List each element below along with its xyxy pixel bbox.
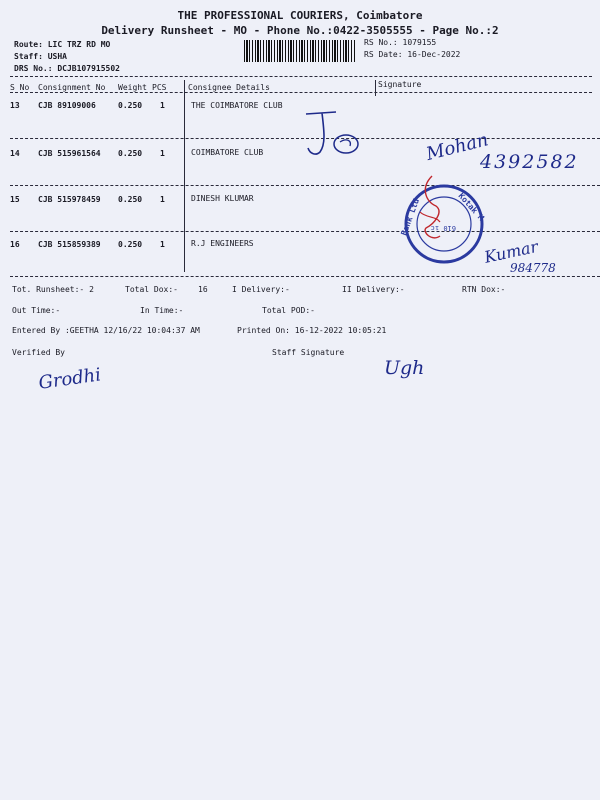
row-14-pcs: 1 <box>160 149 165 158</box>
signature-row-16-name: Kumar <box>482 236 540 267</box>
in-time: In Time:- <box>140 306 184 315</box>
staff-signature-label: Staff Signature <box>272 348 345 357</box>
row-16-weight: 0.250 <box>118 240 143 249</box>
signature-row-14 <box>420 128 600 176</box>
printed-on: Printed On: 16-12-2022 10:05:21 <box>237 326 387 335</box>
signature-row-14-name: Mohan <box>424 129 491 165</box>
verified-by-label: Verified By <box>12 348 65 357</box>
rs-date: RS Date: 16-Dec-2022 <box>364 50 461 59</box>
row-15-consignee: DINESH KLUMAR <box>191 194 254 203</box>
table-top-rule <box>10 76 592 77</box>
out-time: Out Time:- <box>12 306 61 315</box>
rtn-dox: RTN Dox:- <box>462 285 506 294</box>
row-13-weight: 0.250 <box>118 101 143 110</box>
staff-signature <box>380 348 450 388</box>
row-14-weight: 0.250 <box>118 149 143 158</box>
col-header-pcs: PCS <box>152 83 167 92</box>
stamp-text-center: 610 ic <box>430 224 456 232</box>
stamp-text-left: Bank Ltd <box>399 197 422 237</box>
barcode <box>244 40 356 62</box>
total-runsheet: Tot. Runsheet:- 2 <box>12 285 94 294</box>
row-16-sno: 16 <box>10 240 20 249</box>
signature-row-13 <box>300 108 370 168</box>
row-rule <box>10 185 600 186</box>
row-15-pcs: 1 <box>160 195 165 204</box>
row-13-sno: 13 <box>10 101 20 110</box>
row-14-consignment: CJB 515961564 <box>38 149 101 158</box>
row-14-consignee: COIMBATORE CLUB <box>191 148 264 157</box>
i-delivery: I Delivery:- <box>232 285 290 294</box>
staff-signature-text: Ugh <box>384 357 425 379</box>
route: Route: LIC TRZ RD MO <box>14 40 111 49</box>
row-13-pcs: 1 <box>160 101 165 110</box>
signature-row-13-text: Jo <box>304 166 306 167</box>
table-header-rule <box>10 92 592 93</box>
col-header-consignment: Consignment No <box>38 83 106 92</box>
col-header-consignee: Consignee Details <box>188 83 270 92</box>
signature-row-16 <box>478 232 596 280</box>
row-13-consignee: THE COIMBATORE CLUB <box>191 101 283 110</box>
company-name: THE PROFESSIONAL COURIERS, Coimbatore <box>177 9 423 22</box>
col-header-weight: Weight <box>118 83 147 92</box>
staff: Staff: USHA <box>14 52 67 61</box>
row-16-consignee: R.J ENGINEERS <box>191 239 254 248</box>
signature-row-14-phone: 4392582 <box>480 151 579 173</box>
drs-number: DRS No.: DCJB107915502 <box>14 64 120 73</box>
column-divider <box>184 80 185 272</box>
verified-by-signature <box>34 352 144 396</box>
col-header-signature: Signature <box>378 80 422 89</box>
rs-number: RS No.: 1079155 <box>364 38 437 47</box>
signature-row-16-number: 984778 <box>510 261 556 275</box>
row-15-consignment: CJB 515978459 <box>38 195 101 204</box>
column-divider-signature <box>375 80 376 96</box>
stamp-text-top: Kotak M <box>456 191 486 223</box>
row-15-sno: 15 <box>10 195 20 204</box>
row-16-consignment: CJB 515859389 <box>38 240 101 249</box>
verified-by-signature-text: Grodhi <box>37 364 103 394</box>
col-header-sno: S No <box>10 83 30 92</box>
total-dox-value: 16 <box>198 285 208 294</box>
runsheet-title: Delivery Runsheet - MO - Phone No.:0422-3505555 - Page No.:2 <box>101 24 499 37</box>
ii-delivery: II Delivery:- <box>342 285 405 294</box>
row-14-sno: 14 <box>10 149 20 158</box>
row-16-pcs: 1 <box>160 240 165 249</box>
total-dox-label: Total Dox:- <box>125 285 178 294</box>
row-15-weight: 0.250 <box>118 195 143 204</box>
row-13-consignment: CJB 89109006 <box>38 101 96 110</box>
total-pod: Total POD:- <box>262 306 315 315</box>
entered-by: Entered By :GEETHA 12/16/22 10:04:37 AM <box>12 326 200 335</box>
